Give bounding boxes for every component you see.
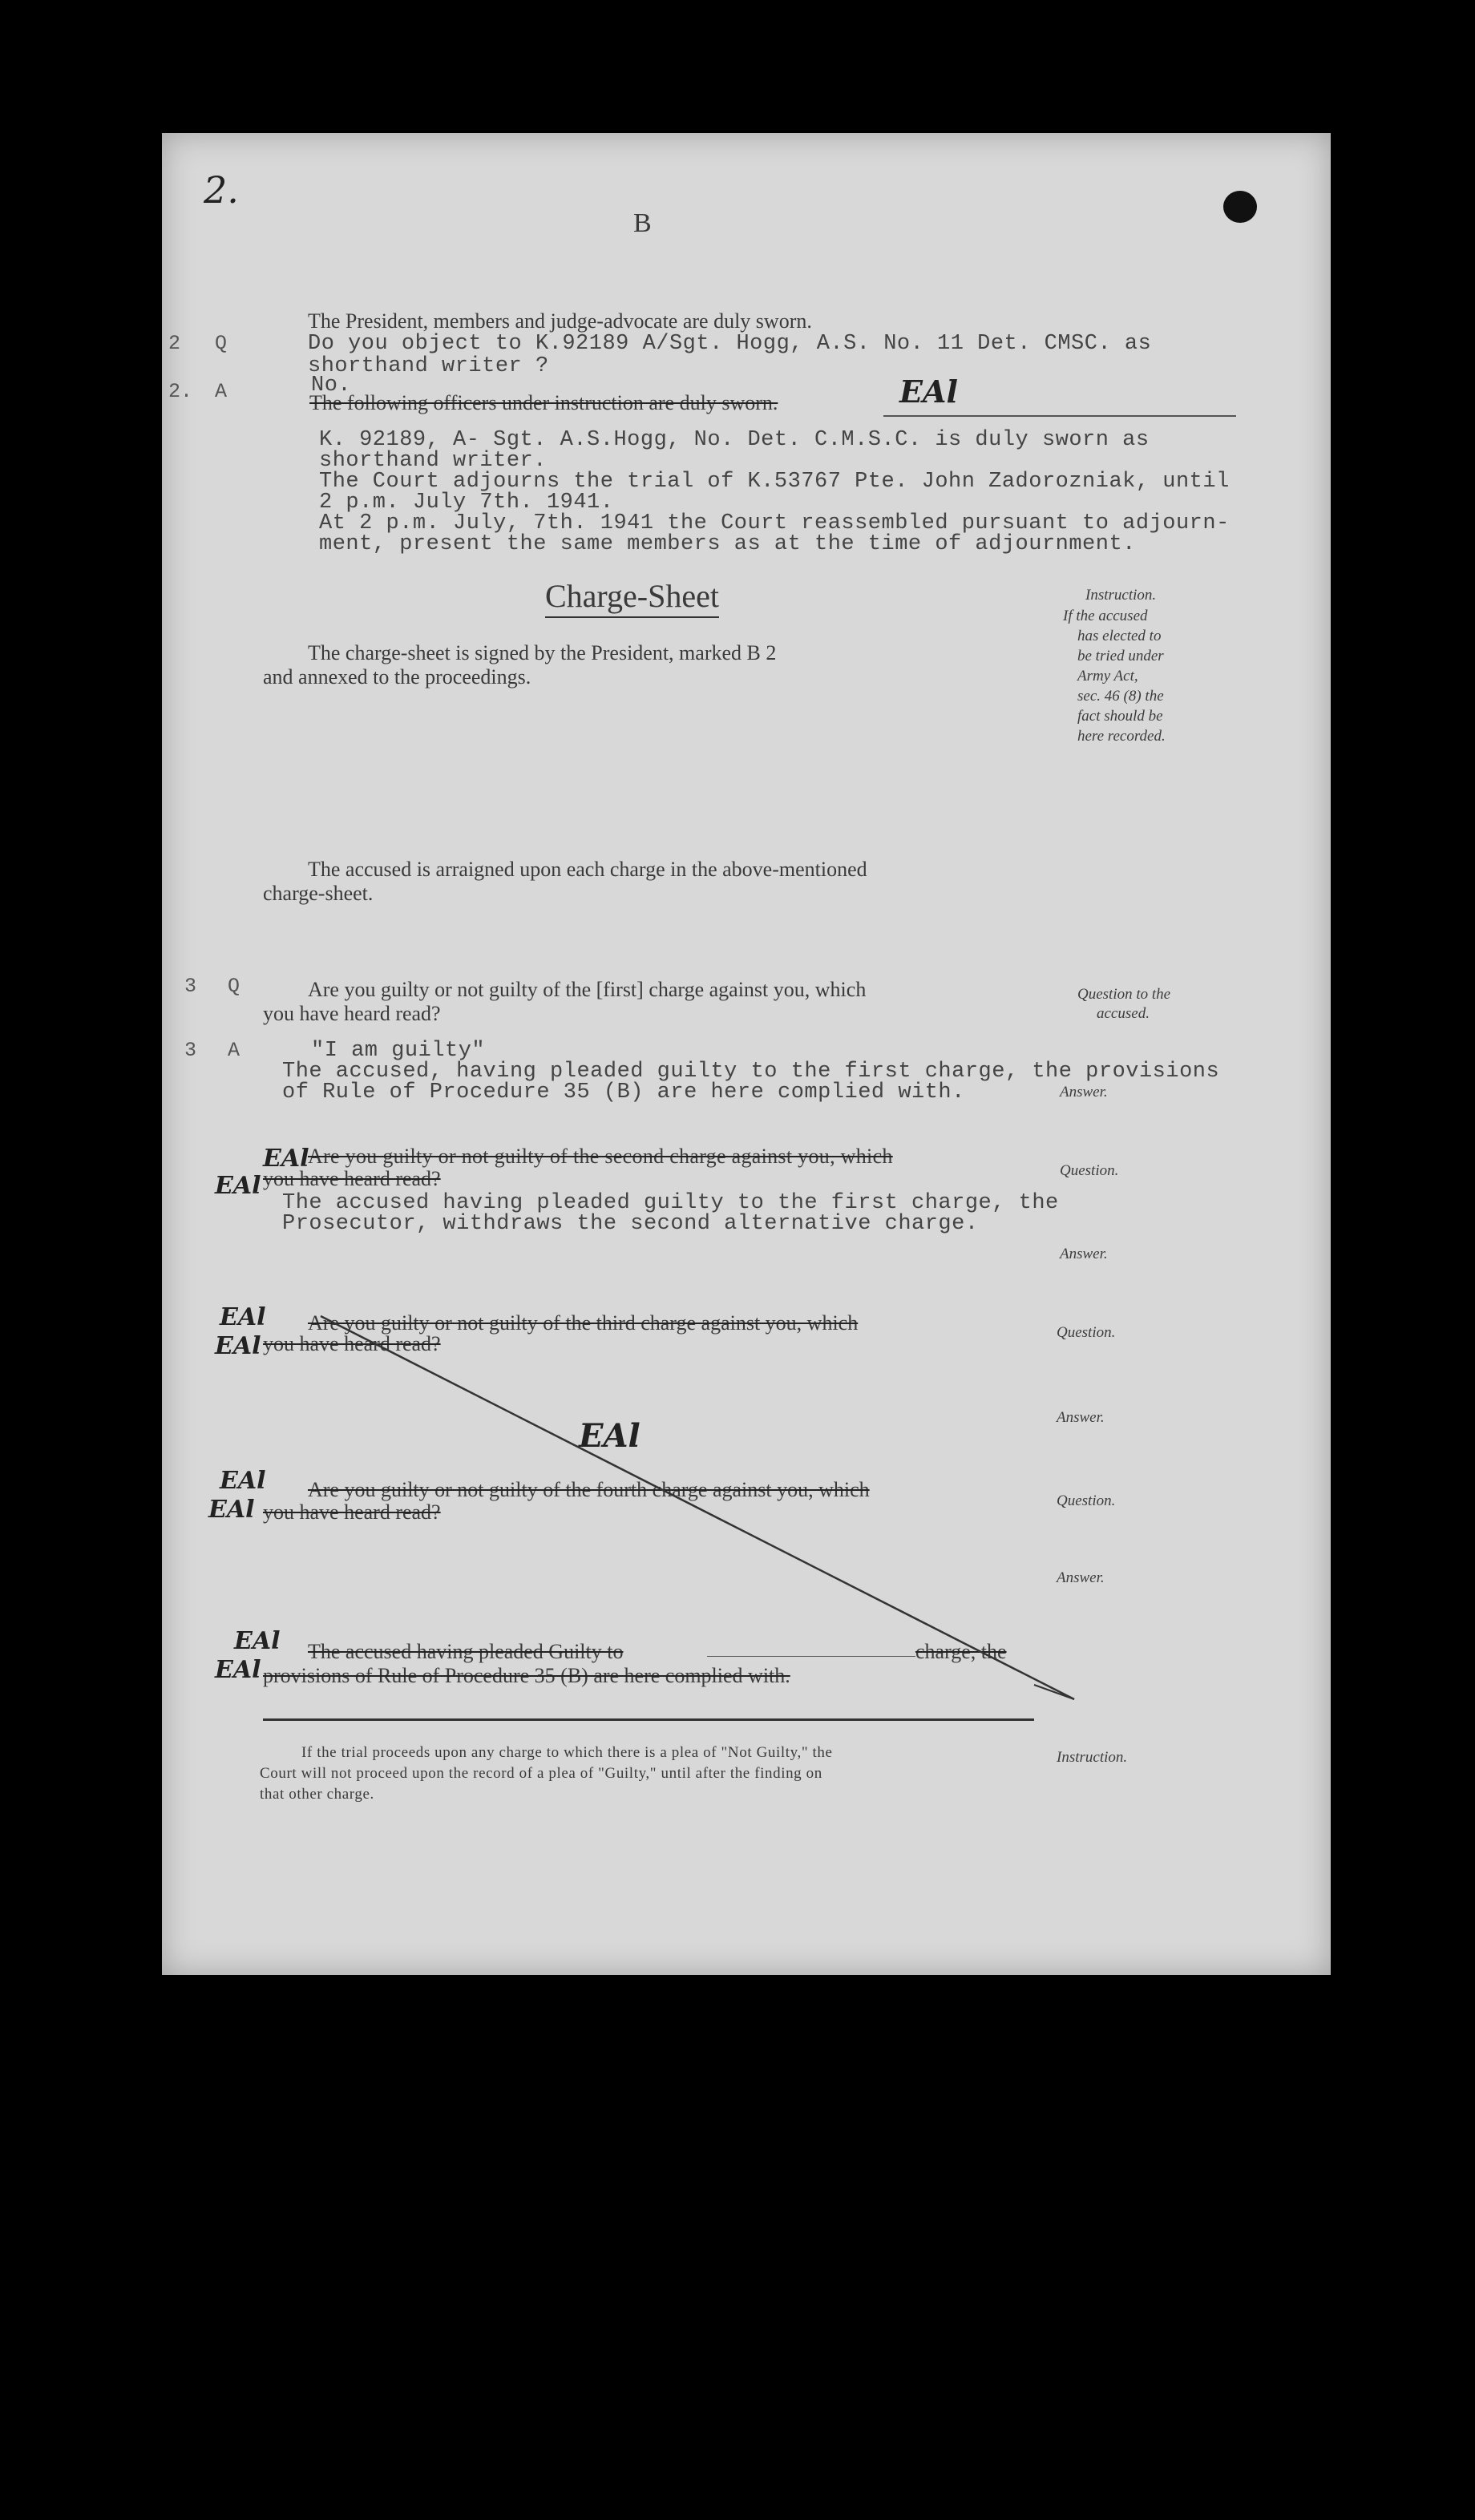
- note-answer-4: Answer.: [1057, 1569, 1105, 1586]
- question-line-2: shorthand writer ?: [308, 354, 549, 378]
- answer-no: No.: [311, 374, 352, 398]
- q3-line-1: Are you guilty or not guilty of the [first] charge against you, which: [308, 978, 867, 1001]
- charge-sheet-heading: Charge-Sheet: [545, 577, 719, 618]
- typed-line-1: K. 92189, A- Sgt. A.S.Hogg, No. Det. C.M.S.C. is duly sworn as: [319, 428, 1150, 452]
- typed-line-6: ment, present the same members as at the time of adjournment.: [319, 532, 1136, 556]
- fourth-charge-q-1: Are you guilty or not guilty of the fourth charge against you, which: [308, 1478, 870, 1501]
- diagonal-cancel-line: [321, 1316, 1074, 1699]
- handwritten-initials: EAl: [899, 374, 958, 410]
- document-page: [162, 133, 1331, 1975]
- struck-officers-line: The following officers under instruction are duly sworn.: [309, 391, 778, 414]
- handwritten-initials: EAl: [263, 1145, 309, 1173]
- note-answer-3b: Answer.: [1057, 1409, 1105, 1426]
- handwritten-initials: EAl: [215, 1332, 261, 1360]
- a3-line-3: of Rule of Procedure 35 (B) are here complied with.: [282, 1080, 965, 1105]
- a3-line-1: "I am guilty": [311, 1039, 486, 1063]
- note-question-2: Question.: [1060, 1162, 1119, 1179]
- cancel-line-svg: [162, 133, 1331, 1975]
- pleaded-line-1a: The accused having pleaded Guilty to: [308, 1640, 624, 1663]
- third-charge-q-2: you have heard read?: [263, 1332, 441, 1355]
- note-question-4: Question.: [1057, 1492, 1116, 1509]
- handwritten-initials: EAl: [579, 1417, 641, 1455]
- a-label: A: [215, 380, 228, 403]
- instruction-line-1: If the accused: [1063, 608, 1148, 624]
- instruction-line-3: be tried under: [1077, 648, 1164, 664]
- second-charge-q-2: you have heard read?: [263, 1167, 441, 1190]
- footer-line-2: Court will not proceed upon the record of a plea of "Guilty," until after the finding on: [260, 1765, 822, 1782]
- handwritten-initials: EAl: [215, 1656, 261, 1684]
- handwritten-initials: EAl: [220, 1303, 266, 1331]
- instruction-line-7: here recorded.: [1077, 728, 1166, 745]
- instruction-line-5: sec. 46 (8) the: [1077, 688, 1164, 705]
- q-label: Q: [215, 332, 228, 355]
- q3-line-2: you have heard read?: [263, 1002, 441, 1025]
- typed-line-3: The Court adjourns the trial of K.53767 Pte. John Zadorozniak, until: [319, 470, 1230, 494]
- charge-sheet-body-2: and annexed to the proceedings.: [263, 665, 531, 689]
- pleaded-line-1b: charge, the: [915, 1640, 1007, 1663]
- instruction-line-4: Army Act,: [1077, 668, 1138, 685]
- arraigned-line-1: The accused is arraigned upon each charge in the above-mentioned: [308, 858, 867, 881]
- instruction-line-6: fact should be: [1077, 708, 1163, 725]
- typed-line-5: At 2 p.m. July, 7th. 1941 the Court reassembled pursuant to adjourn-: [319, 511, 1230, 535]
- note-answer-3: Answer.: [1060, 1084, 1108, 1100]
- note-question-to-accused-1: Question to the: [1077, 986, 1171, 1003]
- typed-line-2: shorthand writer.: [319, 449, 547, 473]
- footer-line-1: If the trial proceeds upon any charge to which there is a plea of "Not Guilty," the: [301, 1744, 833, 1761]
- a3-label: A: [228, 1039, 240, 1062]
- arraigned-line-2: charge-sheet.: [263, 882, 374, 905]
- handwritten-page-number: 2.: [204, 168, 239, 212]
- handwritten-initials: EAl: [220, 1467, 266, 1495]
- third-charge-q-1: Are you guilty or not guilty of the third charge against you, which: [308, 1311, 859, 1335]
- q3-number: 3: [184, 975, 197, 998]
- handwritten-initials: EAl: [215, 1172, 261, 1200]
- a3-number: 3: [184, 1039, 197, 1062]
- q-number: 2: [168, 332, 181, 355]
- second-charge-a-2: Prosecutor, withdraws the second alternative charge.: [282, 1212, 979, 1236]
- instruction-line-2: has elected to: [1077, 628, 1162, 644]
- q3-label: Q: [228, 975, 240, 998]
- a3-line-2: The accused, having pleaded guilty to the first charge, the provisions: [282, 1060, 1220, 1084]
- section-letter: B: [633, 208, 652, 238]
- instruction-title: Instruction.: [1085, 587, 1157, 604]
- typed-line-4: 2 p.m. July 7th. 1941.: [319, 491, 614, 515]
- a-number: 2.: [168, 380, 193, 403]
- second-charge-a-1: The accused having pleaded guilty to the first charge, the: [282, 1191, 1059, 1215]
- question-line-1: Do you object to K.92189 A/Sgt. Hogg, A.S. No. 11 Det. CMSC. as: [308, 332, 1152, 356]
- note-answer-2: Answer.: [1060, 1246, 1108, 1262]
- footer-line-3: that other charge.: [260, 1786, 374, 1803]
- sworn-line: The President, members and judge-advocate are duly sworn.: [308, 309, 812, 333]
- note-question-to-accused-2: accused.: [1097, 1005, 1150, 1022]
- pleaded-line-2: provisions of Rule of Procedure 35 (B) are here complied with.: [263, 1664, 790, 1687]
- handwritten-initials: EAl: [234, 1627, 281, 1655]
- second-charge-q-1: Are you guilty or not guilty of the second charge against you, which: [308, 1145, 893, 1168]
- cancel-line-tail: [1034, 1685, 1074, 1699]
- handwritten-initials: EAl: [208, 1496, 255, 1524]
- fourth-charge-q-2: you have heard read?: [263, 1500, 441, 1524]
- footer-instruction-note: Instruction.: [1057, 1749, 1128, 1766]
- charge-sheet-body-1: The charge-sheet is signed by the President, marked B 2: [308, 641, 777, 664]
- note-question-3: Question.: [1057, 1324, 1116, 1341]
